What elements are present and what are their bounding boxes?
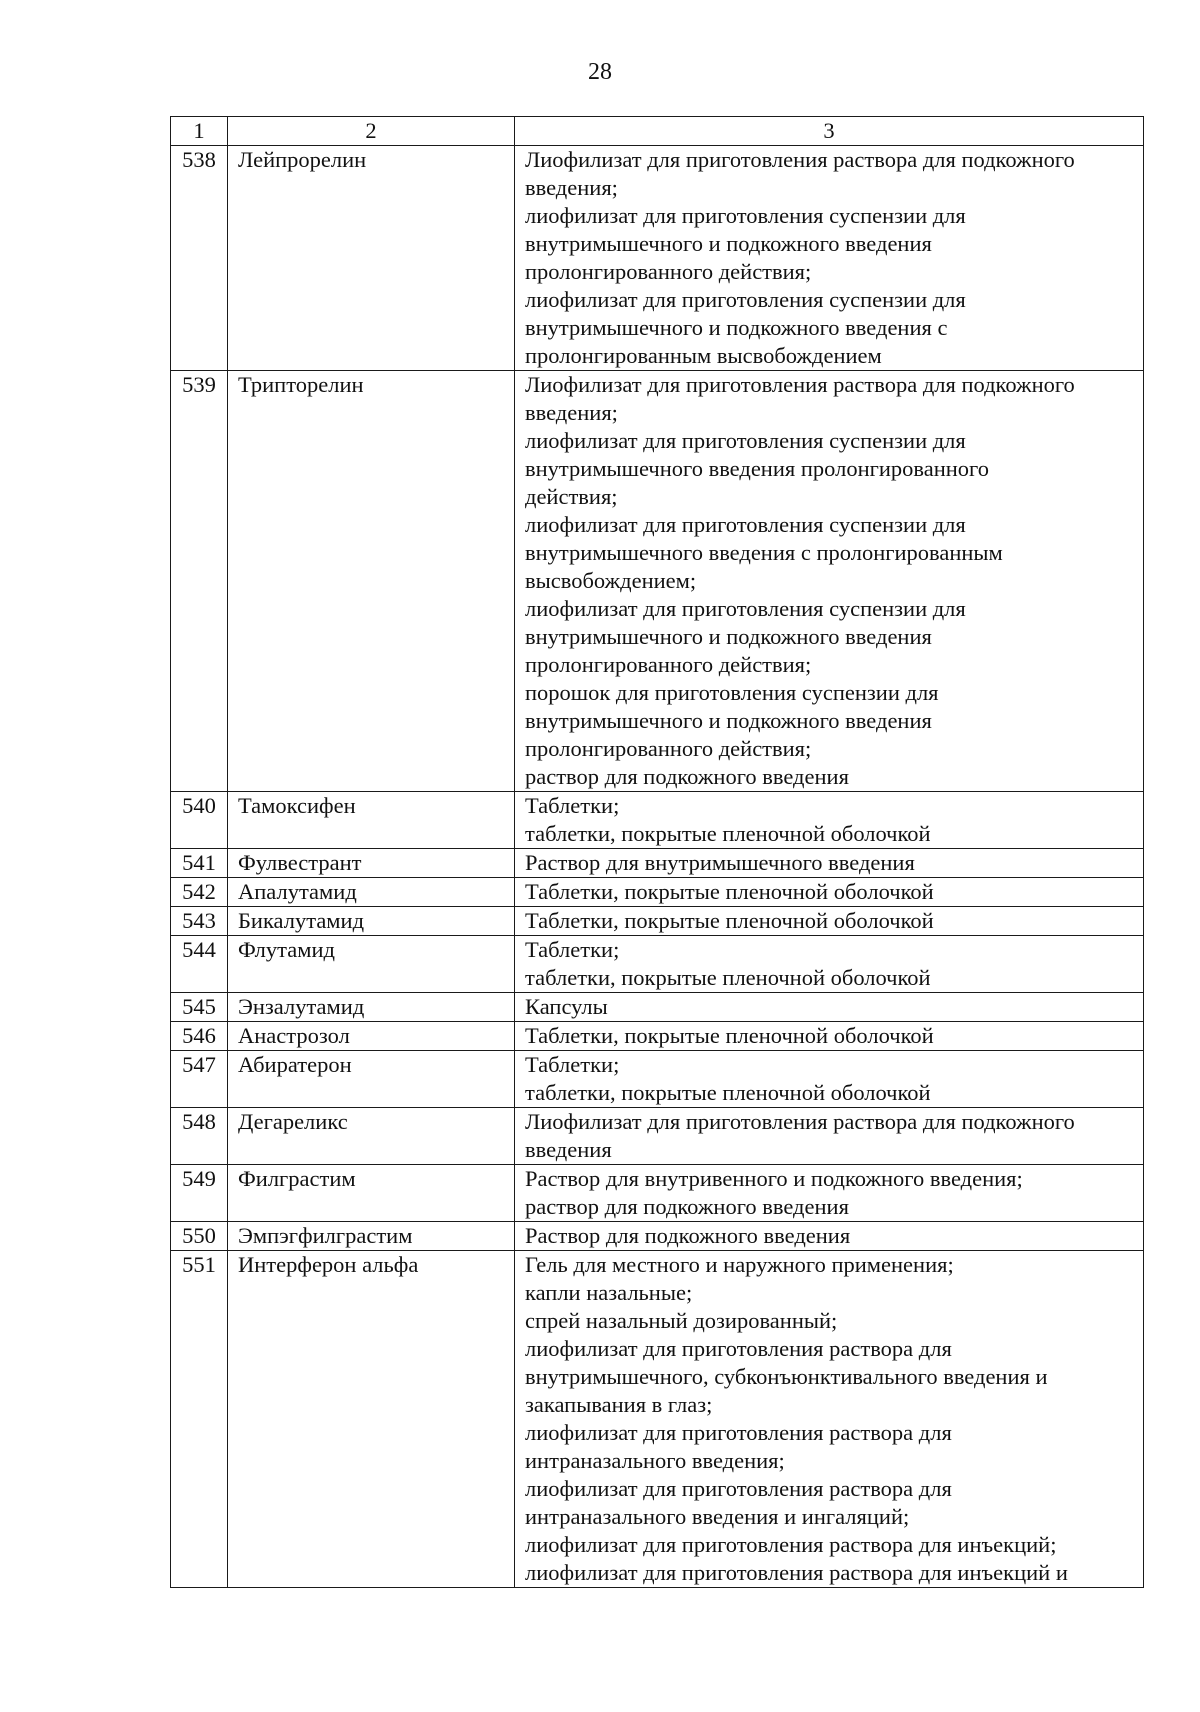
dosage-form-line: введения [525, 1137, 612, 1162]
dosage-form-line: интраназального введения и ингаляций; [525, 1504, 910, 1529]
dosage-form-line: спрей назальный дозированный; [525, 1308, 838, 1333]
page-number: 28 [588, 59, 612, 85]
dosage-form-line: внутримышечного и подкожного введения с [525, 315, 948, 340]
dosage-form-line: Раствор для подкожного введения [525, 1223, 851, 1248]
dosage-form-line: лиофилизат для приготовления раствора для [525, 1420, 952, 1445]
drug-name: Анастрозол [228, 1022, 515, 1051]
table-row [171, 146, 1144, 371]
dosage-forms [515, 792, 1144, 849]
table-row [171, 1165, 1144, 1222]
drug-name: Эмпэгфилграстим [228, 1222, 515, 1251]
column-header-name: 2 [228, 117, 515, 146]
dosage-form-line: раствор для подкожного введения [525, 1194, 849, 1219]
dosage-forms [515, 849, 1144, 878]
drug-name: Фулвестрант [228, 849, 515, 878]
dosage-forms [515, 1165, 1144, 1222]
dosage-form-line: пролонгированного действия; [525, 259, 812, 284]
dosage-form-line: пролонгированным высвобождением [525, 343, 882, 368]
dosage-forms [515, 1022, 1144, 1051]
dosage-form-line: внутримышечного и подкожного введения [525, 624, 932, 649]
dosage-form-line: действия; [525, 484, 618, 509]
drug-name: Абиратерон [228, 1051, 515, 1108]
dosage-form-line: таблетки, покрытые пленочной оболочкой [525, 821, 931, 846]
table-row [171, 1251, 1144, 1588]
dosage-forms [515, 936, 1144, 993]
dosage-form-line: Раствор для внутримышечного введения [525, 850, 915, 875]
dosage-form-line: лиофилизат для приготовления суспензии для [525, 596, 966, 621]
dosage-form-line: внутримышечного введения пролонгированного [525, 456, 989, 481]
dosage-forms [515, 371, 1144, 792]
drug-name: Апалутамид [228, 878, 515, 907]
drug-name: Тамоксифен [228, 792, 515, 849]
row-number: 543 [171, 907, 228, 936]
table-row [171, 1051, 1144, 1108]
drug-table [170, 116, 1144, 1588]
dosage-forms [515, 993, 1144, 1022]
drug-name: Энзалутамид [228, 993, 515, 1022]
row-number: 542 [171, 878, 228, 907]
dosage-form-line: интраназального введения; [525, 1448, 785, 1473]
row-number: 544 [171, 936, 228, 993]
column-header-number: 1 [171, 117, 228, 146]
dosage-form-line: высвобождением; [525, 568, 697, 593]
dosage-form-line: внутримышечного введения с пролонгированным [525, 540, 1003, 565]
table-row [171, 936, 1144, 993]
row-number: 539 [171, 371, 228, 792]
dosage-forms [515, 907, 1144, 936]
dosage-form-line: введения; [525, 400, 618, 425]
dosage-form-line: лиофилизат для приготовления раствора для инъекций и [525, 1560, 1068, 1585]
table-row [171, 1222, 1144, 1251]
dosage-form-line: пролонгированного действия; [525, 736, 812, 761]
dosage-form-line: лиофилизат для приготовления суспензии для [525, 428, 966, 453]
dosage-form-line: таблетки, покрытые пленочной оболочкой [525, 1080, 931, 1105]
row-number: 538 [171, 146, 228, 371]
dosage-form-line: лиофилизат для приготовления раствора для инъекций; [525, 1532, 1057, 1557]
dosage-forms [515, 1108, 1144, 1165]
row-number: 540 [171, 792, 228, 849]
dosage-form-line: внутримышечного, субконъюнктивального введения и [525, 1364, 1048, 1389]
row-number: 541 [171, 849, 228, 878]
dosage-form-line: Таблетки; [525, 793, 620, 818]
drug-name: Дегареликс [228, 1108, 515, 1165]
dosage-form-line: Гель для местного и наружного применения; [525, 1252, 954, 1277]
dosage-form-line: Таблетки; [525, 937, 620, 962]
dosage-form-line: Капсулы [525, 994, 608, 1019]
table-body [171, 146, 1144, 1588]
row-number: 548 [171, 1108, 228, 1165]
table-row [171, 993, 1144, 1022]
dosage-form-line: капли назальные; [525, 1280, 693, 1305]
dosage-form-line: лиофилизат для приготовления суспензии для [525, 203, 966, 228]
drug-name: Трипторелин [228, 371, 515, 792]
dosage-form-line: Лиофилизат для приготовления раствора для подкожного [525, 147, 1075, 172]
dosage-form-line: порошок для приготовления суспензии для [525, 680, 939, 705]
dosage-form-line: Лиофилизат для приготовления раствора для подкожного [525, 372, 1075, 397]
dosage-forms [515, 1051, 1144, 1108]
table-row [171, 907, 1144, 936]
drug-name: Флутамид [228, 936, 515, 993]
drug-name: Бикалутамид [228, 907, 515, 936]
dosage-forms [515, 1222, 1144, 1251]
table-row [171, 1022, 1144, 1051]
table-row [171, 371, 1144, 792]
dosage-form-line: Таблетки, покрытые пленочной оболочкой [525, 879, 934, 904]
column-header-form: 3 [515, 117, 1144, 146]
row-number: 551 [171, 1251, 228, 1588]
dosage-form-line: Раствор для внутривенного и подкожного введения; [525, 1166, 1023, 1191]
dosage-form-line: внутримышечного и подкожного введения [525, 231, 932, 256]
dosage-form-line: лиофилизат для приготовления раствора для [525, 1336, 952, 1361]
table-row [171, 878, 1144, 907]
dosage-forms [515, 1251, 1144, 1588]
dosage-form-line: Таблетки, покрытые пленочной оболочкой [525, 1023, 934, 1048]
dosage-form-line: лиофилизат для приготовления раствора для [525, 1476, 952, 1501]
dosage-form-line: лиофилизат для приготовления суспензии для [525, 512, 966, 537]
table-row [171, 1108, 1144, 1165]
dosage-forms [515, 878, 1144, 907]
dosage-form-line: внутримышечного и подкожного введения [525, 708, 932, 733]
dosage-form-line: закапывания в глаз; [525, 1392, 713, 1417]
dosage-form-line: таблетки, покрытые пленочной оболочкой [525, 965, 931, 990]
row-number: 549 [171, 1165, 228, 1222]
row-number: 547 [171, 1051, 228, 1108]
dosage-form-line: пролонгированного действия; [525, 652, 812, 677]
dosage-forms [515, 146, 1144, 371]
dosage-form-line: раствор для подкожного введения [525, 764, 849, 789]
dosage-form-line: введения; [525, 175, 618, 200]
dosage-form-line: Лиофилизат для приготовления раствора для подкожного [525, 1109, 1075, 1134]
table-header-row [171, 117, 1144, 146]
dosage-form-line: Таблетки; [525, 1052, 620, 1077]
drug-name: Филграстим [228, 1165, 515, 1222]
row-number: 546 [171, 1022, 228, 1051]
table-row [171, 792, 1144, 849]
row-number: 550 [171, 1222, 228, 1251]
drug-name: Лейпрорелин [228, 146, 515, 371]
row-number: 545 [171, 993, 228, 1022]
drug-name: Интерферон альфа [228, 1251, 515, 1588]
table-row [171, 849, 1144, 878]
dosage-form-line: лиофилизат для приготовления суспензии для [525, 287, 966, 312]
dosage-form-line: Таблетки, покрытые пленочной оболочкой [525, 908, 934, 933]
